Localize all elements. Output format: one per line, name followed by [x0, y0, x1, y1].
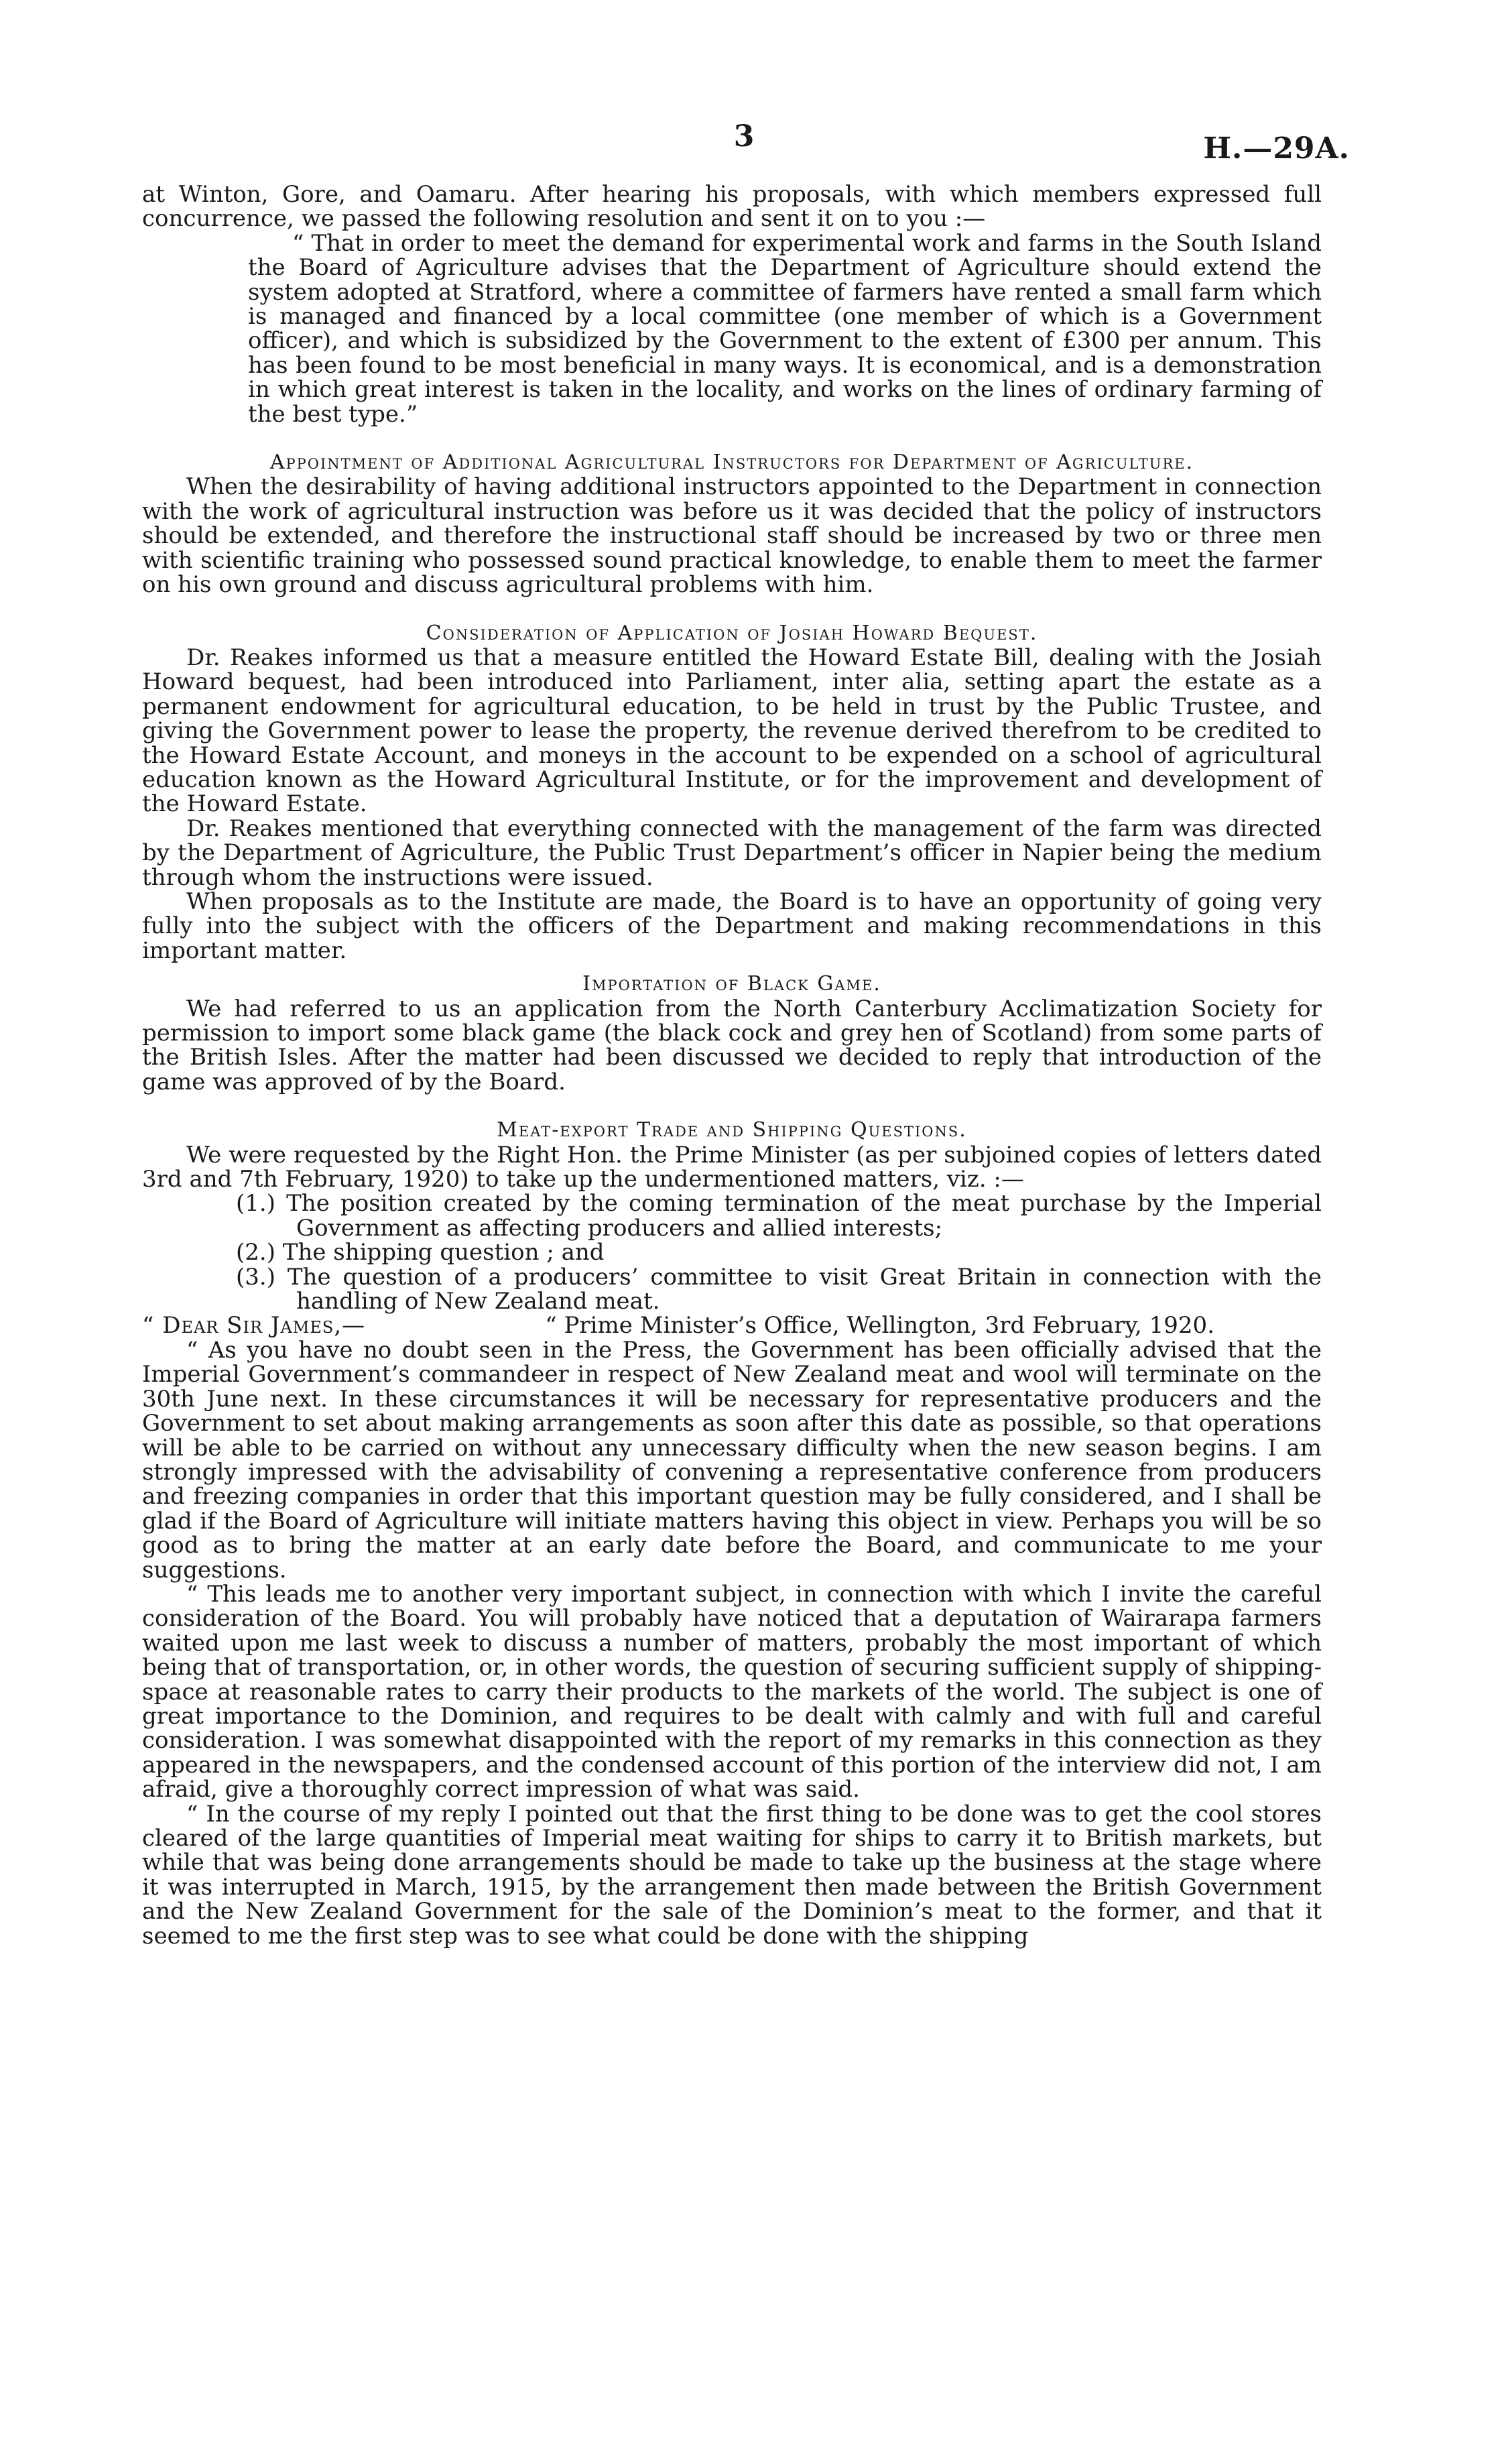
section-heading: Importation of Black Game. [582, 972, 881, 996]
paragraph: When proposals as to the Institute are made, the Board is to have an opportunity of going very fully into the subject with the officers of the Department and making recommendations in this important matter. [142, 888, 1322, 964]
letter-header [142, 1313, 1322, 1337]
paragraph: Dr. Reakes informed us that a measure entitled the Howard Estate Bill, dealing with the Josiah Howard bequest, had been introduced into Parliament, inter alia, setting apart the estate as a permanent endowment for agricultural education, to be held in trust by the Public Trustee, and giving the Government power to lease the property, the revenue derived therefrom to be credited to the Howard Estate Account, and moneys in the account to be expended on a school of agricultural education known as the Howard Agricultural Institute, or for the improvement and development of the Howard Estate. [142, 644, 1322, 818]
letter-paragraph: “ In the course of my reply I pointed out that the first thing to be done was to get the cool stores cleared of the large quantities of Imperial meat waiting for ships to carry it to British markets, but while that was being done arrangements should be made to take up the business at the stage where it was interrupted in March, 1915, by the arrangement then made between the British Government and the New Zealand Government for the sale of the Dominion’s meat to the former, and that it seemed to me the first step was to see what could be done with the shipping [142, 1800, 1322, 1950]
section-heading: Consideration of Application of Josiah Howard Bequest. [426, 621, 1038, 645]
letter-paragraph: “ This leads me to another very important subject, in connection with which I invite the careful consideration of the Board. You will probably have noticed that a deputation of Wairarapa farmers waited upon me last week to discuss a number of matters, probably the most important of which being that of transportation, or, in other words, the question of securing sufficient supply of shipping-space at reasonable rates to carry their products to the markets of the world. The subject is one of great importance to the Dominion, and requires to be dealt with calmly and with full and careful consideration. I was somewhat disappointed with the report of my remarks in this connection as they appeared in the newspapers, and the condensed account of this portion of the interview did not, I am afraid, give a thoroughly correct impression of what was said. [142, 1580, 1322, 1803]
section-heading: Appointment of Additional Agricultural Instructors for Department of Agriculture. [269, 451, 1194, 475]
page-number: 3 [733, 119, 755, 154]
list-item: (3.) The question of a producers’ committee to visit Great Britain in connection with the handling of New Zealand meat. [236, 1263, 1322, 1315]
list-item: (1.) The position created by the coming termination of the meat purchase by the Imperial Government as affecting producers and allied interests; [236, 1190, 1322, 1242]
document-reference: H.—29A. [1203, 131, 1350, 166]
letter-salutation: “ Dear Sir James,— [142, 1312, 366, 1339]
document-body [142, 182, 1322, 1948]
list-item: (2.) The shipping question ; and [236, 1239, 605, 1266]
paragraph: We were requested by the Right Hon. the Prime Minister (as per subjoined copies of letters dated 3rd and 7th February, 1920) to take up the undermentioned matters, viz. :— [142, 1141, 1322, 1193]
paragraph: Dr. Reakes mentioned that everything connected with the management of the farm was directed by the Department of Agriculture, the Public Trust Department’s officer in Napier being the medium through whom the instructions were issued. [142, 815, 1322, 891]
section-heading: Meat-export Trade and Shipping Questions. [497, 1118, 967, 1142]
letter-paragraph: “ As you have no doubt seen in the Press, the Government has been officially advised that the Imperial Government’s commandeer in respect of New Zealand meat and wool will terminate on the 30th June next. In these circumstances it will be necessary for representative producers and the Government to set about making arrangements as soon after this date as possible, so that operations will be able to be carried on without any unnecessary difficulty when the new season begins. I am strongly impressed with the advisability of convening a representative conference from producers and freezing companies in order that this important question may be fully considered, and I shall be glad if the Board of Agriculture will initiate matters having this object in view. Perhaps you will be so good as to bring the matter at an early date before the Board, and communicate to me your suggestions. [142, 1336, 1322, 1584]
letter-dateline: “ Prime Minister’s Office, Wellington, 3rd February, 1920. [545, 1312, 1214, 1339]
resolution-quote: “ That in order to meet the demand for experimental work and farms in the South Island the Board of Agriculture advises that the Department of Agriculture should extend the system adopted at Stratford, where a committee of farmers have rented a small farm which is managed and financed by a local committee (one member of which is a Government officer), and which is subsidized by the Government to the extent of £300 per annum. This has been found to be most beneficial in many ways. It is economical, and is a demonstration in which great interest is taken in the locality, and works on the lines of ordinary farming of the best type.” [248, 229, 1322, 428]
paragraph: When the desirability of having additional instructors appointed to the Department in connection with the work of agricultural instruction was before us it was decided that the policy of instructors should be extended, and therefore the instructional staff should be increased by two or three men with scientific training who possessed sound practical knowledge, to enable them to meet the farmer on his own ground and discuss agricultural problems with him. [142, 473, 1322, 599]
paragraph: at Winton, Gore, and Oamaru. After hearing his proposals, with which members expressed full concurrence, we passed the following resolution and sent it on to you :— [142, 181, 1322, 233]
matters-list [142, 1191, 1322, 1313]
paragraph: We had referred to us an application from the North Canterbury Acclimatization Society for permission to import some black game (the black cock and grey hen of Scotland) from some parts of the British Isles. After the matter had been discussed we decided to reply that introduction of the game was approved of by the Board. [142, 995, 1322, 1095]
